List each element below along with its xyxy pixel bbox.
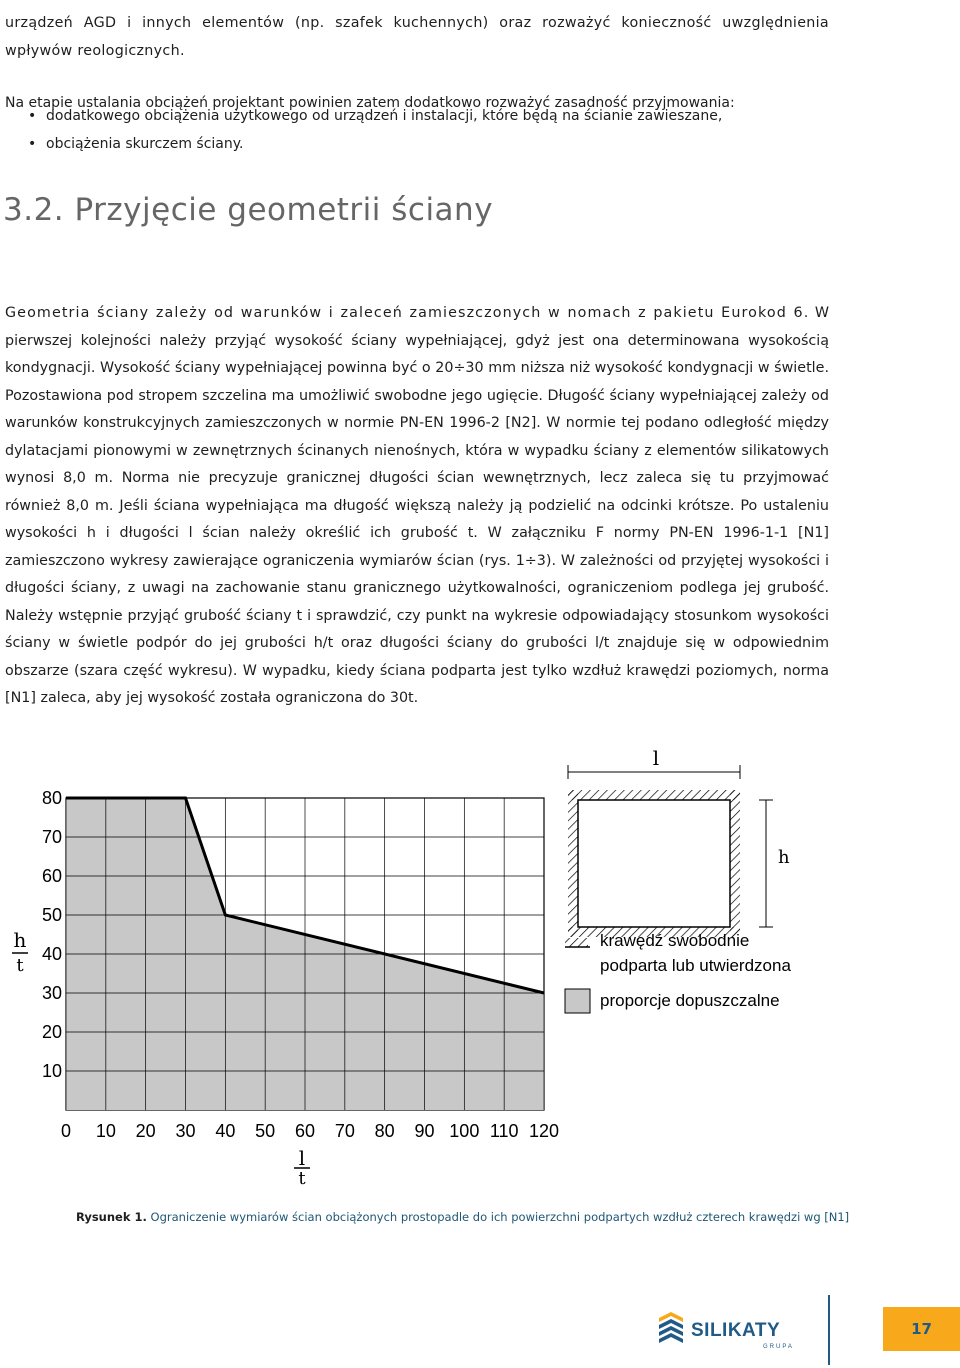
- y-tick-label: 80: [41, 788, 62, 808]
- y-tick-label: 60: [41, 866, 62, 886]
- x-tick-labels: [61, 1121, 559, 1141]
- body-text: W pierwszej kolejności należy przyjąć wysokość ściany wypełniającej, gdyż jest ona determinowana wysokością kondygnacji. Wysokość ściany wypełniającej powinna być o 20÷30 mm niższa niż wysokość kondygnacji w świetle. Pozostawiona pod stropem szczelina ma umożliwić swobodne jego ugięcie. Długość ściany wypełniającej zależy od warunków konstrukcyjnych zamieszczonych w normie PN-EN 1996-2 [N2]. W normie tej podano odległość między dylatacjami pionowymi w zewnętrznych ścinanych nienośnych, która w wypadku ściany z elementów silikatowych wynosi 8,0 m. Norma nie precyzuje granicznej długości ścian wewnętrznych, lecz zaleca się tu przyjmować również 8,0 m. Jeśli ściana wypełniająca ma długość większą należy ją podzielić na odcinki krótsze. Po ustaleniu wysokości h i długości l ścian należy określić ich grubość t. W załączniku F normy PN-EN 1996-1-1 [N1] zamieszczono wykresy zawierające ograniczenia wymiarów ścian (rys. 1÷3). W zależności od przyjętej wysokości i długości ściany, z uwagi na zachowanie stanu granicznego użytkowalności, ograniczeniom podlega jej grubość. Należy wstępnie przyjąć grubość ściany t i sprawdzić, czy punkt na wykresie odpowiadający stosunkom wysokości ściany w świetle podpór do jej grubości h/t oraz długości ściany do grubości l/t znajduje się w odpowiednim obszarze (szara część wykresu). W wypadku, kiedy ściana podparta jest tylko wzdłuż krawędzi poziomych, norma [N1] zaleca, aby jej wysokość została ograniczona do 30t.: [5, 305, 830, 706]
- legend-gray-label: proporcje dopuszczalne: [600, 991, 780, 1010]
- x-tick-label: 100: [449, 1121, 480, 1141]
- y-tick-label: 50: [41, 905, 62, 925]
- x-tick-label: 110: [489, 1121, 519, 1141]
- x-tick-label: 20: [135, 1121, 156, 1141]
- legend-hatch-line1: krawędź swobodnie: [600, 931, 750, 950]
- x-tick-label: 120: [528, 1121, 560, 1141]
- y-tick-label: 40: [41, 944, 62, 964]
- y-label-denominator: t: [16, 955, 24, 976]
- intro-paragraph: Na etapie ustalania obciążeń projektant powinien zatem dodatkowo rozważyć zasadność przyjmowania:: [5, 95, 735, 111]
- y-axis-label: [12, 928, 28, 976]
- x-tick-label: 40: [215, 1121, 236, 1141]
- y-tick-label: 70: [41, 827, 62, 847]
- x-tick-label: 10: [95, 1121, 116, 1141]
- legend-hatch-line2: podparta lub utwierdzona: [600, 956, 791, 975]
- x-tick-label: 80: [374, 1121, 395, 1141]
- silikaty-logo: [655, 1310, 815, 1352]
- y-tick-labels: [42, 788, 62, 1081]
- body-first-line: Geometria ściany zależy od warunków i zaleceń zamieszczonych w nomach z pakietu Eurokod 6.: [5, 305, 810, 321]
- caption-label: Rysunek 1.: [76, 1210, 147, 1224]
- bullet-item: • dodatkowego obciążenia użytkowego od urządzeń i instalacji, które będą na ścianie zawieszane,: [0, 103, 722, 131]
- bullet-item: • obciążenia skurczem ściany.: [0, 131, 722, 159]
- gray-legend-swatch: [565, 989, 590, 1013]
- y-label-numerator: h: [13, 928, 27, 952]
- section-heading: 3.2. Przyjęcie geometrii ściany: [3, 192, 494, 228]
- logo-icon: [659, 1312, 683, 1343]
- x-tick-label: 0: [60, 1121, 72, 1141]
- x-label-numerator: l: [298, 1146, 306, 1170]
- bullet-list: [0, 103, 722, 158]
- y-tick-label: 20: [41, 1022, 62, 1042]
- top-paragraph: urządzeń AGD i innych elementów (np. szafek kuchennych) oraz rozważyć konieczność uwzględnienia wpływów reologicznych.: [5, 15, 829, 59]
- footer-divider: [828, 1295, 830, 1365]
- page-number: 17: [911, 1320, 932, 1338]
- x-tick-label: 30: [175, 1121, 196, 1141]
- x-tick-label: 90: [414, 1121, 435, 1141]
- y-tick-label: 10: [41, 1061, 62, 1081]
- y-tick-label: 30: [41, 983, 62, 1003]
- body-paragraph: [5, 300, 829, 713]
- diagram-length-label: l: [652, 746, 660, 770]
- logo-wordmark: SILIKATY: [691, 1320, 781, 1341]
- caption-text: Ograniczenie wymiarów ścian obciążonych prostopadle do ich powierzchni podpartych wzdłuż czterech krawędzi wg [N1]: [150, 1210, 850, 1224]
- hatch-legend-swatch: [565, 938, 588, 947]
- x-tick-label: 50: [255, 1121, 276, 1141]
- diagram-height-label: h: [778, 847, 790, 868]
- wall-dimension-chart: [0, 735, 830, 1195]
- x-label-denominator: t: [298, 1168, 306, 1189]
- figure-caption: [76, 1210, 849, 1224]
- logo-subtext: GRUPA: [763, 1344, 794, 1350]
- x-tick-label: 60: [294, 1121, 316, 1141]
- x-tick-label: 70: [334, 1121, 355, 1141]
- support-diagram: [568, 746, 790, 937]
- chart-legend: [565, 931, 791, 1013]
- x-axis-label: [294, 1146, 310, 1189]
